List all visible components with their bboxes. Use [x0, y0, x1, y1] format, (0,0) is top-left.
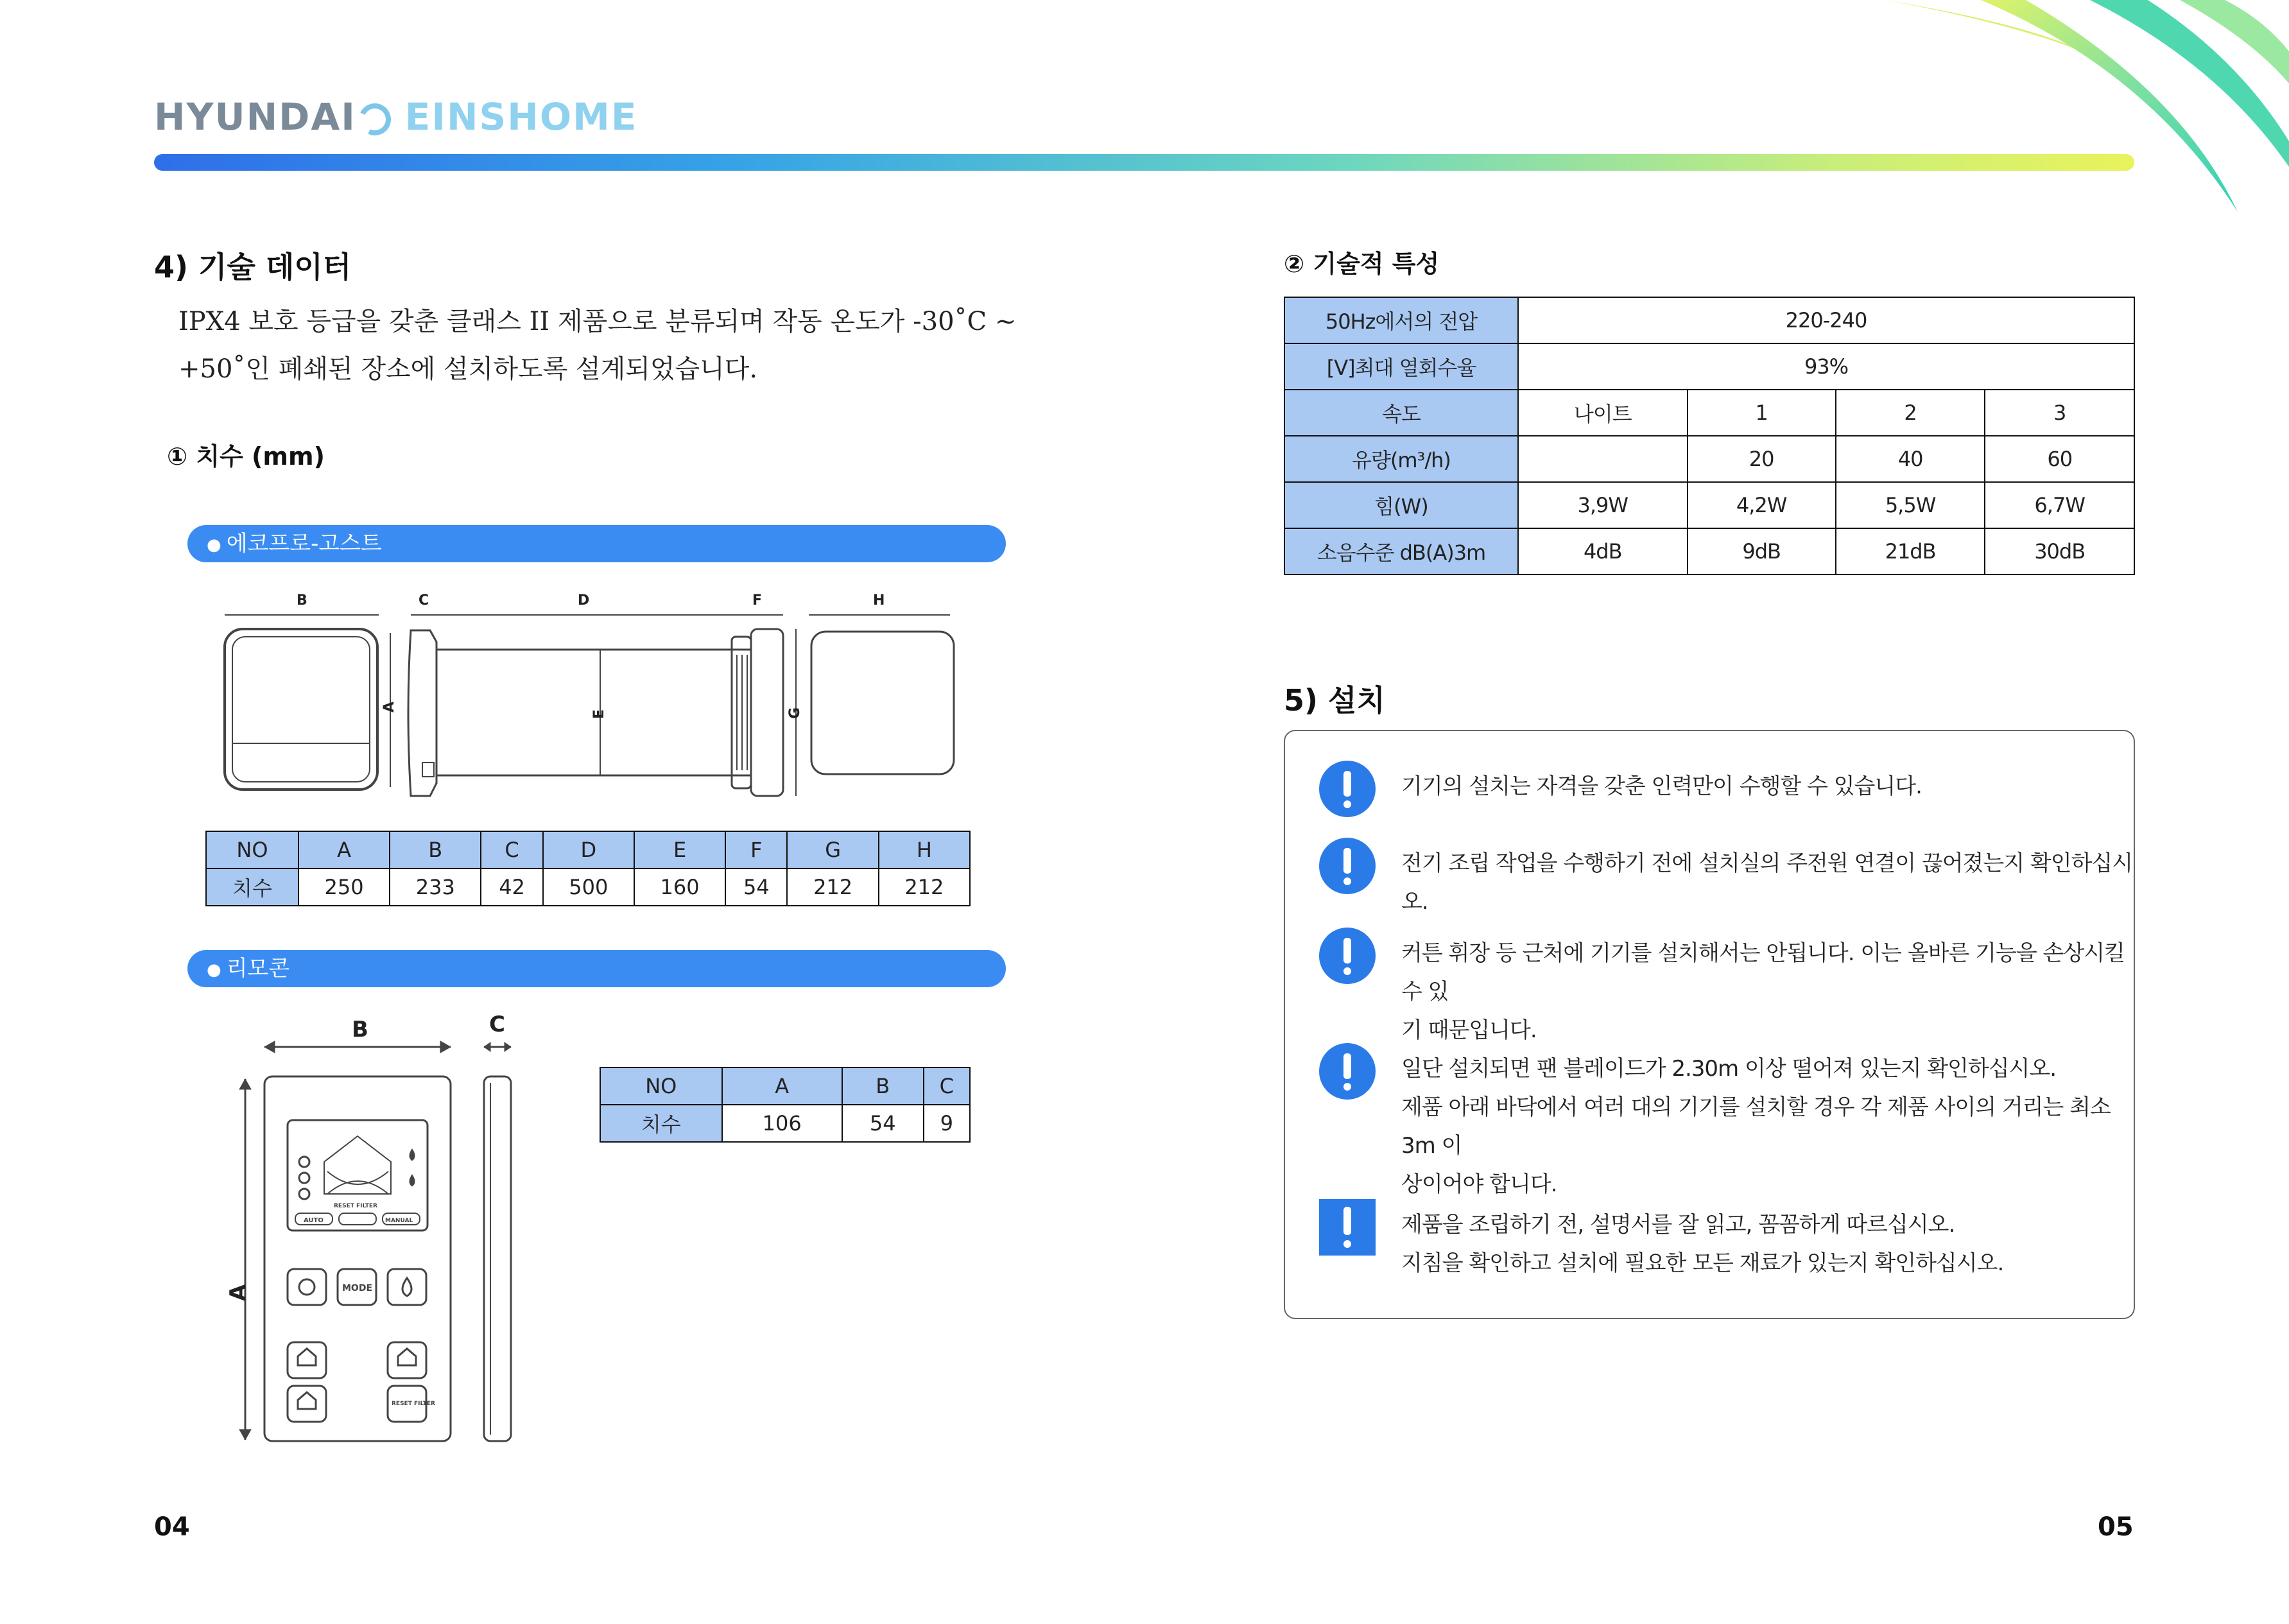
- screen-label-reset-filter: RESET FILTER: [334, 1203, 377, 1209]
- table-cell: 54: [725, 868, 787, 906]
- spec-value: 21dB: [1836, 528, 1985, 574]
- spec-label: 소음수준 dB(A)3m: [1284, 528, 1518, 574]
- spec-row: [1284, 482, 2134, 528]
- table-cell: 160: [634, 868, 725, 906]
- remote-dim-label-c: C: [489, 1012, 505, 1037]
- dim-label-b: B: [297, 592, 307, 609]
- table-cell: 212: [879, 868, 970, 906]
- remote-dimension-table: [600, 1067, 971, 1143]
- note-line: 기기의 설치는 자격을 갖춘 인력만이 수행할 수 있습니다.: [1401, 773, 1922, 799]
- exclamation-circle-icon: [1319, 1043, 1376, 1100]
- dim-label-e: E: [591, 709, 607, 719]
- note-line: 지침을 확인하고 설치에 필요한 모든 재료가 있는지 확인하십시오.: [1401, 1250, 2004, 1276]
- intro-paragraph: [178, 298, 1077, 393]
- remote-section-pill: [187, 950, 1006, 987]
- note-line: 커튼 휘장 등 근처에 기기를 설치해서는 안됩니다. 이는 올바른 기능을 손상시킬 수 있: [1401, 940, 2125, 1005]
- install-note: [1319, 1043, 2128, 1197]
- table-cell: 54: [842, 1105, 924, 1142]
- table-cell: 치수: [206, 868, 298, 906]
- section-title-tech-data: 4) 기술 데이터: [154, 250, 352, 284]
- table-cell: 106: [722, 1105, 842, 1142]
- spec-value: 4,2W: [1688, 482, 1836, 528]
- home-icon: [298, 1392, 316, 1409]
- spec-value: 40: [1836, 436, 1985, 482]
- spec-value: 2: [1836, 390, 1985, 436]
- intro-line-2: +50˚인 폐쇄된 장소에 설치하도록 설계되었습니다.: [178, 354, 758, 384]
- spec-row: [1284, 343, 2134, 390]
- table-cell: C: [924, 1067, 970, 1105]
- unit-table-row: [206, 868, 970, 906]
- table-cell: 9: [924, 1105, 970, 1142]
- table-cell: 212: [787, 868, 878, 906]
- section-title-install: 5) 설치: [1284, 683, 1385, 718]
- remote-table-header-row: [600, 1067, 970, 1105]
- table-cell: B: [390, 831, 481, 868]
- corner-decoration: [1878, 0, 2289, 231]
- spec-value: 4dB: [1518, 528, 1688, 574]
- spec-value: 30dB: [1985, 528, 2134, 574]
- brand-sub: EINSHOME: [404, 95, 638, 139]
- note-line: 상이어야 합니다.: [1401, 1171, 1557, 1197]
- screen-label-manual: MANUAL: [385, 1218, 413, 1224]
- spec-value: 220-240: [1518, 297, 2134, 343]
- table-cell: C: [481, 831, 542, 868]
- spec-row: [1284, 436, 2134, 482]
- dim-label-h: H: [873, 592, 885, 609]
- spec-label: [V]최대 열회수율: [1284, 343, 1518, 390]
- exclamation-circle-icon: [1319, 761, 1376, 817]
- spec-value: 6,7W: [1985, 482, 2134, 528]
- page-number-left: 04: [154, 1512, 190, 1542]
- note-line: 전기 조립 작업을 수행하기 전에 설치실의 주전원 연결이 끊어졌는지 확인하십시오.: [1401, 851, 2133, 915]
- table-cell: G: [787, 831, 878, 868]
- table-cell: 233: [390, 868, 481, 906]
- remote-dim-label-a: A: [225, 1284, 251, 1301]
- bullet-icon: ●: [207, 535, 221, 555]
- unit-dimension-table: [205, 831, 971, 906]
- home-icon: [398, 1349, 416, 1365]
- table-cell: D: [543, 831, 634, 868]
- spec-value: 3: [1985, 390, 2134, 436]
- unit-dimension-drawing: [218, 584, 976, 809]
- spec-value: 3,9W: [1518, 482, 1688, 528]
- spec-row: [1284, 297, 2134, 343]
- remote-table-row: [600, 1105, 970, 1142]
- table-cell: NO: [206, 831, 298, 868]
- screen-label-auto: AUTO: [304, 1217, 324, 1224]
- dim-label-g: G: [787, 707, 803, 719]
- table-cell: H: [879, 831, 970, 868]
- screen-fan-icon: [299, 1189, 309, 1199]
- spec-value: [1518, 436, 1688, 482]
- brand-main: HYUNDAI: [154, 95, 356, 139]
- remote-mode-label: MODE: [342, 1283, 373, 1293]
- page-number-right: 05: [2098, 1512, 2134, 1542]
- screen-drop-icon: [410, 1175, 415, 1186]
- remote-fan-button: [288, 1269, 326, 1305]
- screen-drop-icon: [410, 1149, 415, 1161]
- dim-label-c: C: [419, 592, 429, 609]
- table-cell: 250: [298, 868, 390, 906]
- table-cell: 치수: [600, 1105, 722, 1142]
- spec-row: [1284, 390, 2134, 436]
- spec-label: 힘(W): [1284, 482, 1518, 528]
- remote-dim-label-b: B: [352, 1017, 368, 1042]
- exclamation-circle-icon: [1319, 838, 1376, 894]
- install-note: [1319, 761, 2128, 825]
- dim-label-d: D: [578, 592, 590, 609]
- screen-fan-icon: [299, 1173, 309, 1183]
- table-cell: A: [298, 831, 390, 868]
- home-icon: [298, 1349, 316, 1365]
- note-line: 제품을 조립하기 전, 설명서를 잘 읽고, 꼼꼼하게 따르십시오.: [1401, 1212, 1955, 1238]
- unit-section-label: 에코프로-고스트: [226, 531, 382, 557]
- screen-fan-icon: [299, 1157, 309, 1167]
- fan-icon: [299, 1279, 315, 1295]
- install-note: [1319, 928, 2128, 1043]
- table-cell: NO: [600, 1067, 722, 1105]
- table-cell: A: [722, 1067, 842, 1105]
- spec-value: 나이트: [1518, 390, 1688, 436]
- spec-value: 20: [1688, 436, 1836, 482]
- spec-value: 5,5W: [1836, 482, 1985, 528]
- spec-value: 60: [1985, 436, 2134, 482]
- spec-value: 93%: [1518, 343, 2134, 390]
- dimensions-title: ① 치수 (mm): [167, 442, 325, 471]
- unit-section-pill: [187, 525, 1006, 562]
- spec-value: 9dB: [1688, 528, 1836, 574]
- spec-label: 유량(m³/h): [1284, 436, 1518, 482]
- install-note: [1319, 1199, 2128, 1289]
- unit-table-header-row: [206, 831, 970, 868]
- spec-table: [1284, 297, 2135, 575]
- remote-reset-filter-label: RESET FILTER: [392, 1401, 435, 1407]
- moon-logo-icon: [354, 99, 395, 140]
- install-note: [1319, 838, 2133, 915]
- spec-label: 속도: [1284, 390, 1518, 436]
- header-gradient-bar: [154, 154, 2134, 171]
- remote-humidity-button: [388, 1269, 426, 1305]
- spec-value: 1: [1688, 390, 1836, 436]
- table-cell: B: [842, 1067, 924, 1105]
- spec-label: 50Hz에서의 전압: [1284, 297, 1518, 343]
- bullet-icon: ●: [207, 960, 221, 980]
- dim-label-f: F: [752, 592, 763, 609]
- table-cell: 42: [481, 868, 542, 906]
- remote-dimension-drawing: [212, 1011, 539, 1460]
- note-line: 기 때문입니다.: [1401, 1017, 1537, 1043]
- note-line: 제품 아래 바닥에서 여러 대의 기기를 설치할 경우 각 제품 사이의 거리는 최소 3m 이: [1401, 1094, 2111, 1159]
- exclamation-square-icon: [1319, 1199, 1376, 1256]
- table-cell: 500: [543, 868, 634, 906]
- table-cell: E: [634, 831, 725, 868]
- exclamation-circle-icon: [1319, 928, 1376, 984]
- table-cell: F: [725, 831, 787, 868]
- intro-line-1: IPX4 보호 등급을 갖춘 클래스 II 제품으로 분류되며 작동 온도가 -30˚C ~: [178, 307, 1017, 336]
- note-line: 일단 설치되면 팬 블레이드가 2.30m 이상 떨어져 있는지 확인하십시오.: [1401, 1056, 2057, 1082]
- spec-row: [1284, 528, 2134, 574]
- drop-icon: [402, 1278, 411, 1296]
- brand-logo: [154, 95, 638, 139]
- remote-section-label: 리모콘: [226, 956, 290, 981]
- dim-label-a: A: [381, 701, 397, 713]
- spec-title: ② 기술적 특성: [1284, 250, 1440, 278]
